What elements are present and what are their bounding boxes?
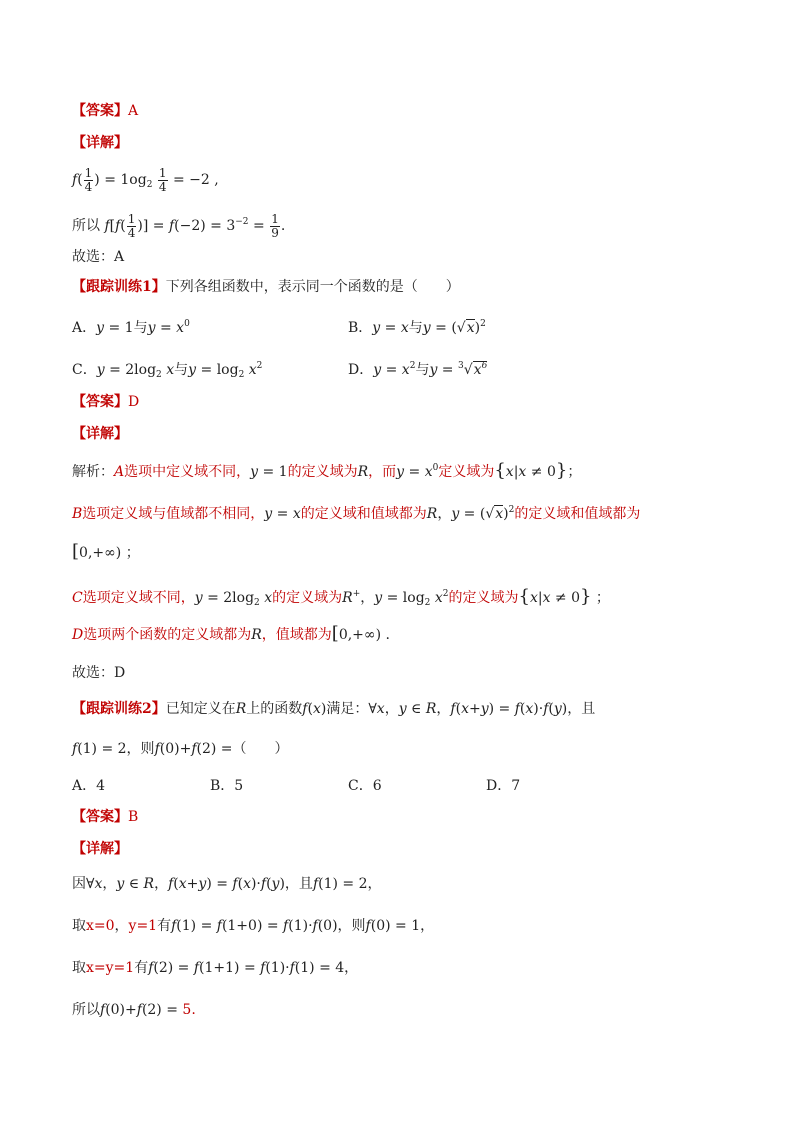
conclusion-1: 故选：D	[72, 665, 126, 681]
q1-option-a: A．y = 1与$y = x^0$	[72, 319, 190, 336]
q1-analysis-5: D选项两个函数的定义域都为R，值域都为[0,+∞) .	[72, 623, 390, 644]
conclusion-0: 故选：A	[72, 249, 125, 265]
q1-analysis-2: B选项定义域与值域都不相同，y = x的定义域和值域都为R，$y = (√x)^2$的定义域和值域都为	[72, 505, 641, 522]
q2-option-b: B．5	[210, 778, 244, 794]
q1-option-d: D．$y = x^2$与$y = ^3√x^6$	[348, 361, 488, 378]
answer-line-1: 【答案】D	[72, 394, 140, 410]
formula-step-1: f( $\frac{1}{4}$ ) = $1og_2$ $\frac{1}{4}$ = −2 ,	[72, 165, 219, 194]
answer-line-0	[72, 101, 138, 121]
q2-option-c: C．6	[348, 778, 382, 794]
answer-value: A	[128, 103, 139, 119]
q2-step-4: 所以f(0)+f(2) = 5.	[72, 1002, 196, 1018]
q2-option-d: D．7	[486, 778, 521, 794]
detail-label-1: 【详解】	[72, 426, 128, 442]
q2-option-a: A．4	[72, 778, 106, 794]
q1-analysis-3: [0,+∞) ；	[72, 541, 140, 562]
q2-step-3: 取x=y=1有f(2) = f(1+1) = f(1)·f(1) = 4，	[72, 960, 359, 976]
answer-label: 【答案】	[72, 103, 128, 119]
question-1-stem: 【跟踪训练1】下列各组函数中，表示同一个函数的是（ ）	[72, 279, 460, 295]
question-2-stem-1: 【跟踪训练2】已知定义在R上的函数f(x)满足：∀x，y ∈ R，f(x+y) = f(x)·f(y)，且	[72, 701, 596, 717]
q2-step-2: 取x=0，y=1有f(1) = f(1+0) = f(1)·f(0)，则f(0) = 1，	[72, 918, 435, 934]
detail-label-0: 【详解】	[72, 135, 128, 151]
answer-line-2: 【答案】B	[72, 809, 139, 825]
q1-option-c: C．$y = 2\log_2$ x与$y = \log_2 x^2$	[72, 361, 263, 380]
question-2-stem-2: f(1) = 2，则f(0)+f(2) =（ ）	[72, 741, 289, 757]
q1-analysis-1: 解析：A选项中定义域不同，y = 1的定义域为R，而$y = x^0$定义域为{x|x ≠ 0}；	[72, 460, 582, 481]
q1-analysis-4: C选项定义域不同，$y = 2\log_2$ x的定义域为R+，$y = \log_2 x^2$的定义域为{x|x ≠ 0} ；	[72, 586, 610, 608]
formula-step-2: 所以 f[f( $\frac{1}{4}$ )] = $f(-2) = 3^{-2}$ = $\frac{1}{9}$ .	[72, 211, 286, 240]
detail-label-2: 【详解】	[72, 841, 128, 857]
q1-option-b: B．y = x与$y = (√x)^2$	[348, 319, 486, 336]
q2-step-1: 因∀x，y ∈ R，f(x+y) = f(x)·f(y)，且f(1) = 2，	[72, 876, 382, 892]
